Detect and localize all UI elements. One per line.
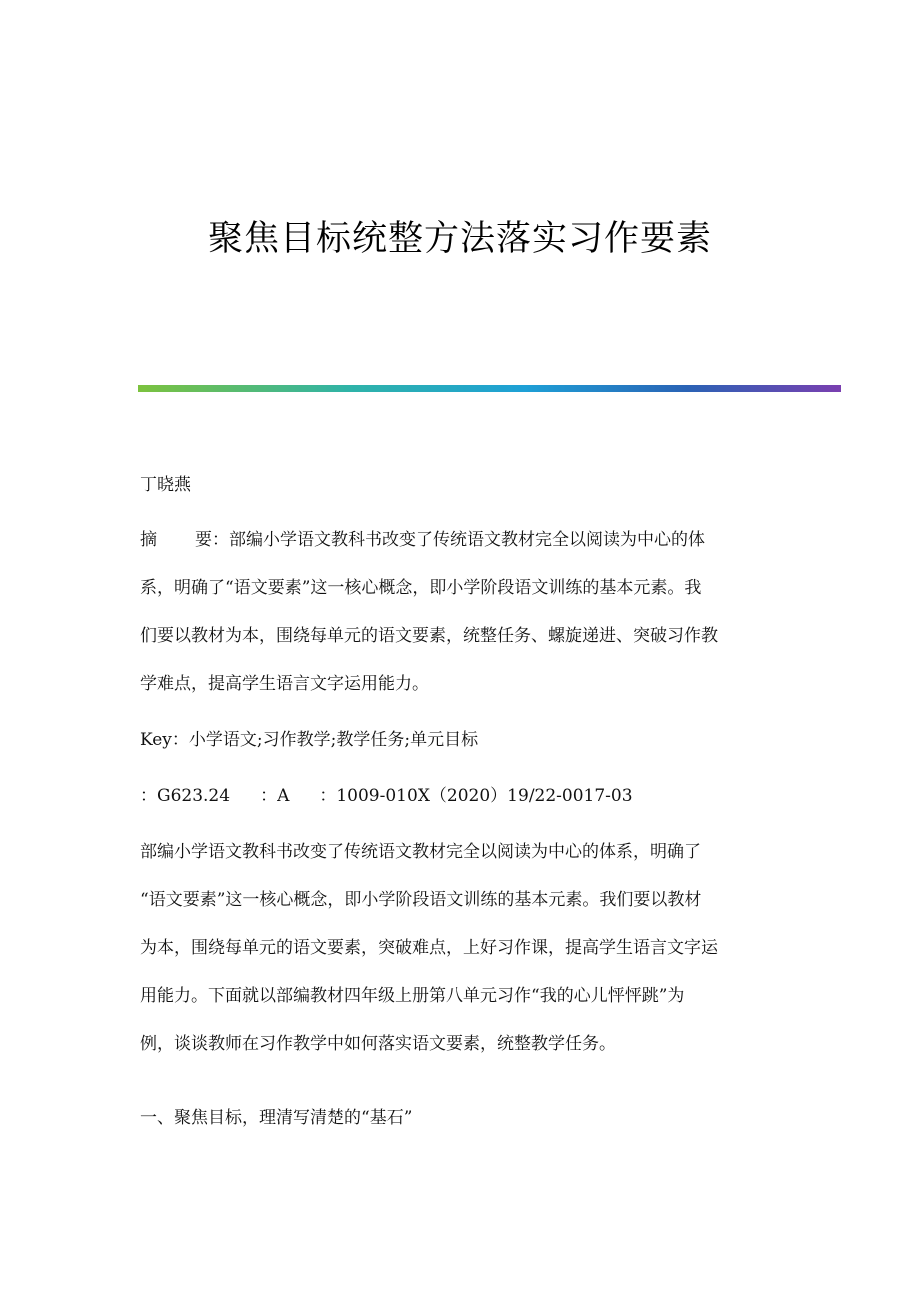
abstract-text-1: 部编小学语文教科书改变了传统语文教材完全以阅读为中心的体 (229, 530, 705, 550)
body-line-5: 例，谈谈教师在习作教学中如何落实语文要素，统整教学任务。 (140, 1034, 616, 1054)
section-heading: 一、聚焦目标，理清写清楚的“基石” (140, 1108, 413, 1128)
body-line-2: “语文要素”这一核心概念，即小学阶段语文训练的基本元素。我们要以教材 (140, 890, 702, 910)
abstract-label-left: 摘 (140, 530, 157, 550)
document-code: ：A (260, 786, 290, 806)
abstract-line-1 (140, 516, 780, 564)
document-title: 聚焦目标统整方法落实习作要素 (207, 219, 712, 259)
abstract-label-right: 要： (195, 530, 229, 550)
abstract-line-4: 学难点，提高学生语言文字运用能力。 (140, 674, 429, 694)
body-line-3: 为本，围绕每单元的语文要素，突破难点，上好习作课，提高学生语言文字运 (140, 938, 718, 958)
keywords-label: Key： (140, 730, 189, 750)
abstract-line-2: 系，明确了“语文要素”这一核心概念，即小学阶段语文训练的基本元素。我 (140, 578, 702, 598)
body-line-4: 用能力。下面就以部编教材四年级上册第八单元习作“我的心儿怦怦跳”为 (140, 986, 685, 1006)
classification-line (140, 784, 633, 808)
keywords-line (140, 728, 478, 752)
title-divider (138, 385, 841, 392)
article-id: ：1009-010X（2020）19/22-0017-03 (319, 786, 633, 806)
abstract-block (140, 516, 780, 708)
keywords-text: 小学语文;习作教学;教学任务;单元目标 (188, 730, 479, 750)
author-name: 丁晓燕 (140, 475, 191, 495)
clc-number: ：G623.24 (140, 786, 231, 806)
abstract-line-3: 们要以教材为本，围绕每单元的语文要素，统整任务、螺旋递进、突破习作教 (140, 626, 718, 646)
body-line-1: 部编小学语文教科书改变了传统语文教材完全以阅读为中心的体系，明确了 (140, 842, 701, 862)
body-paragraph (140, 828, 780, 1068)
